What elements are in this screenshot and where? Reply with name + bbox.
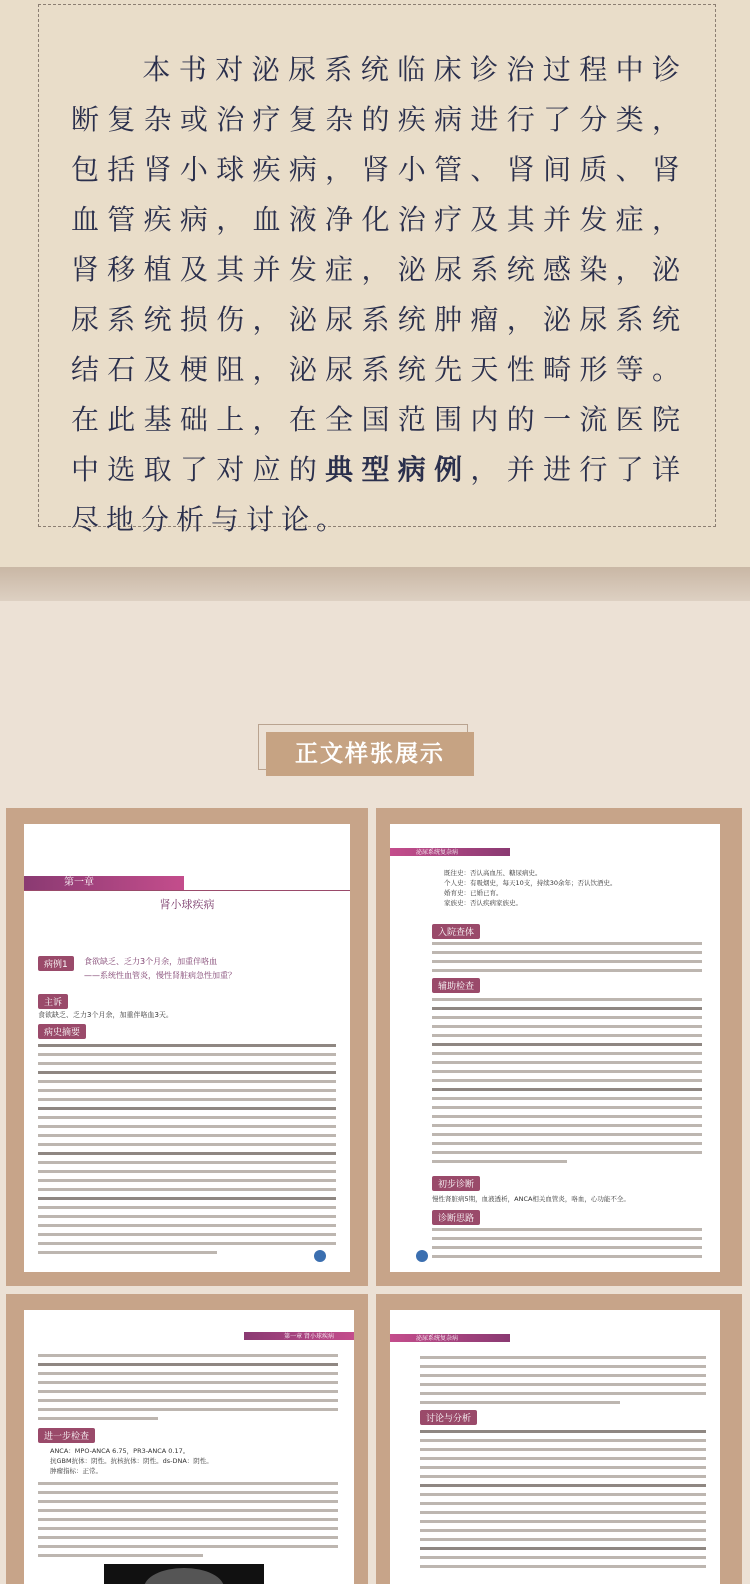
case-label: 病例1	[38, 956, 74, 971]
intro-text-part1: 本书对泌尿系统临床诊治过程中诊断复杂或治疗复杂的疾病进行了分类，包括肾小球疾病，肾小管、肾间质、肾血管疾病，血液净化治疗及其并发症，肾移植及其并发症，泌尿系统感染，泌尿系统损伤，泌尿系统肿瘤，泌尿系统结石及梗阻，泌尿系统先天性畸形等。在此基础上，在全国范围内的一流医院中选取了对应的	[71, 53, 687, 486]
intro-text-bold: 典型病例	[325, 453, 471, 486]
case-subtitle: ——系统性血管炎，慢性肾脏病急性加重？	[84, 971, 236, 980]
discussion-text	[420, 1430, 706, 1574]
complaint-text: 食欲缺乏、乏力3个月余，加重伴咯血3天。	[38, 1011, 173, 1019]
page-header: 第一章 肾小球疾病	[284, 1333, 334, 1340]
tag-discussion: 讨论与分析	[420, 1410, 477, 1425]
tumor-result: 肿瘤指标：正常。	[50, 1467, 102, 1475]
intro-text-part2: ，并进行了详尽地分析与讨论。	[71, 453, 687, 536]
sample-page-3	[6, 1294, 368, 1584]
chapter-bar	[24, 876, 184, 890]
sample-page-4	[376, 1294, 742, 1584]
chapter-title: 肾小球疾病	[159, 898, 215, 911]
marital-history: 婚育史：已婚已育。	[444, 889, 503, 897]
chapter-rule	[24, 890, 350, 891]
divider-band	[0, 567, 750, 601]
diagnosis-text: 慢性肾脏病5期，血液透析，ANCA相关血管炎，咯血，心功能不全。	[432, 1195, 630, 1203]
approach-text	[432, 1228, 702, 1264]
past-history: 既往史：否认高血压、糖尿病史。	[444, 869, 542, 877]
anca-result: ANCA：MPO-ANCA 6.75，PR3-ANCA 0.17。	[50, 1447, 190, 1455]
intro-paragraph	[71, 45, 687, 545]
sample-page-2-sheet	[390, 824, 720, 1272]
tag-physical-exam: 入院查体	[432, 924, 480, 939]
tag-diagnosis-approach: 诊断思路	[432, 1210, 480, 1225]
case-title: 食欲缺乏、乏力3个月余，加重伴咯血	[84, 957, 218, 966]
lab-text	[432, 998, 702, 1169]
tag-history: 病史摘要	[38, 1024, 86, 1039]
sample-page-1	[6, 808, 368, 1286]
page-number	[314, 1250, 326, 1262]
exam-text	[432, 942, 702, 978]
family-history: 家族史：否认疾病家族史。	[444, 899, 522, 907]
sample-page-3-sheet	[24, 1310, 354, 1584]
page-header: 泌尿系统复杂病	[416, 849, 459, 856]
personal-history: 个人史：有吸烟史，每天10支，持续30余年；否认饮酒史。	[444, 879, 617, 887]
tag-lab-tests: 辅助检查	[432, 978, 480, 993]
tag-chief-complaint: 主诉	[38, 994, 68, 1009]
page-header: 泌尿系统复杂病	[416, 1335, 459, 1342]
history-text	[38, 1044, 336, 1260]
body-text	[420, 1356, 706, 1410]
intro-frame	[38, 4, 716, 536]
sample-page-2	[376, 808, 742, 1286]
section-title-label: 正文样张展示	[266, 732, 474, 776]
body-text-2	[38, 1482, 338, 1563]
page-number	[416, 1250, 428, 1262]
chapter-label: 第一章	[64, 877, 94, 888]
body-text	[38, 1354, 338, 1426]
sample-page-4-sheet	[390, 1310, 720, 1584]
history-block	[444, 868, 617, 908]
intro-section	[0, 0, 750, 568]
further-exam-block	[50, 1446, 213, 1476]
ct-image	[104, 1564, 264, 1584]
antibody-result: 抗GBM抗体：阴性。抗核抗体：阴性。ds-DNA：阴性。	[50, 1457, 213, 1465]
sample-page-1-sheet	[24, 824, 350, 1272]
tag-further-exam: 进一步检查	[38, 1428, 95, 1443]
tag-initial-diagnosis: 初步诊断	[432, 1176, 480, 1191]
section-title	[258, 724, 478, 780]
